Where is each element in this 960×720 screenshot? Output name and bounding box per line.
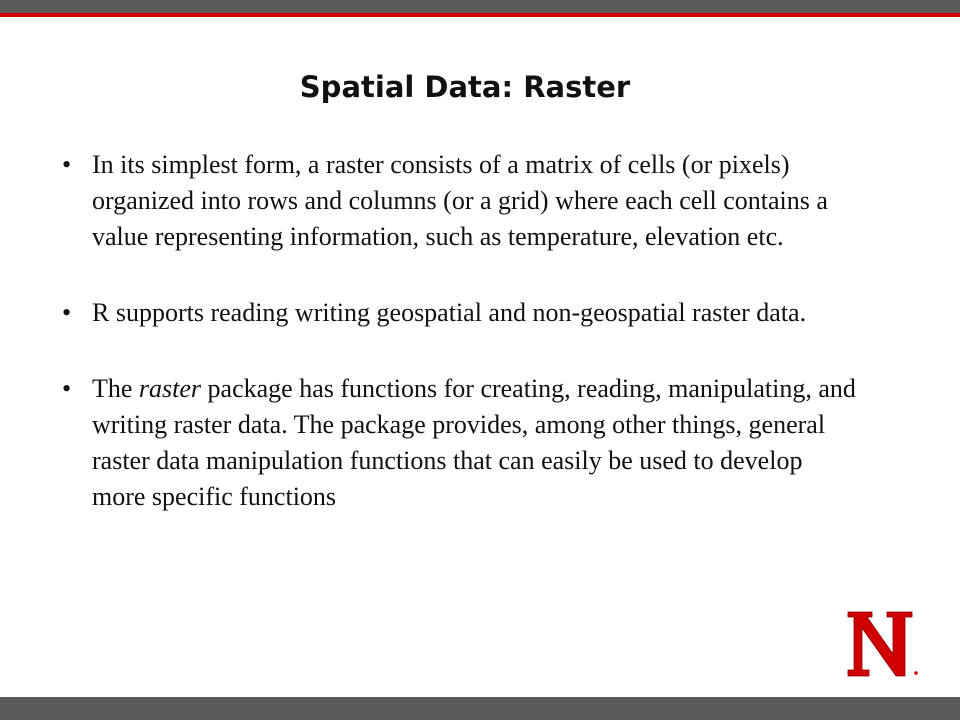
bullet-dot-icon: • [62, 298, 72, 327]
bullet-item [62, 147, 862, 255]
bullet-dot-icon: • [62, 374, 72, 403]
slide-title: Spatial Data: Raster [299, 70, 631, 104]
bullet-list [62, 147, 862, 515]
bullet-text-before: The [92, 374, 139, 403]
university-n-logo-icon [846, 606, 920, 682]
bottom-band [0, 697, 960, 720]
bullet-item [62, 295, 862, 331]
top-accent-rule [0, 13, 960, 17]
bullet-dot-icon: • [62, 150, 72, 179]
bullet-text: R supports reading writing geospatial and non-geospatial raster data. [92, 298, 807, 327]
bullet-text-emphasis: raster [138, 374, 202, 403]
top-band [0, 0, 960, 13]
bullet-text-after: package has functions for creating, reading, manipulating, and writing raster data. The package provides, among other things, general raster data manipulation functions that can easily be used to develop more specific functions [92, 374, 856, 511]
bullet-text: In its simplest form, a raster consists of a matrix of cells (or pixels) organized into rows and columns (or a grid) where each cell contains a value representing information, such as temperature, elevation etc. [92, 150, 828, 251]
bullet-item [62, 371, 862, 515]
